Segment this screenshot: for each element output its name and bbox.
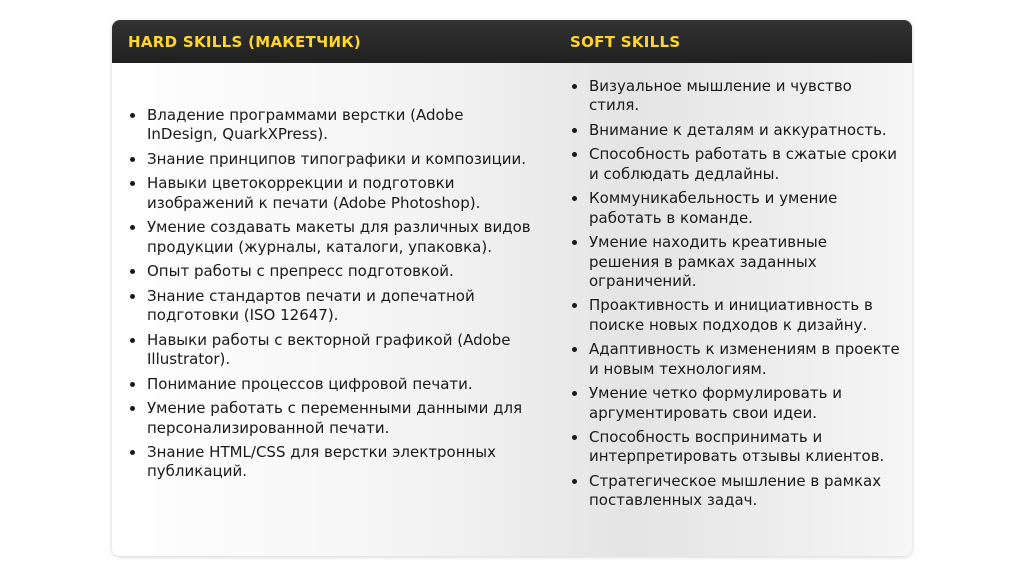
list-item: Проактивность и инициативность в поиске новых подходов к дизайну.	[570, 296, 900, 335]
list-item: Способность работать в сжатые сроки и соблюдать дедлайны.	[570, 145, 900, 184]
hard-skills-heading: HARD SKILLS (МАКЕТЧИК)	[128, 33, 362, 51]
soft-skills-list	[570, 77, 900, 516]
list-item: Навыки работы с векторной графикой (Adobe Illustrator).	[128, 331, 538, 370]
hard-skills-list	[128, 106, 538, 487]
list-item: Стратегическое мышление в рамках поставленных задач.	[570, 472, 900, 511]
list-item: Умение четко формулировать и аргументировать свои идеи.	[570, 384, 900, 423]
list-item: Знание HTML/CSS для верстки электронных публикаций.	[128, 443, 538, 482]
list-item: Понимание процессов цифровой печати.	[128, 375, 538, 394]
table-header	[112, 20, 912, 63]
soft-skills-heading: SOFT SKILLS	[570, 33, 681, 51]
skills-table	[112, 20, 912, 556]
list-item: Опыт работы с препресс подготовкой.	[128, 262, 538, 281]
list-item: Владение программами верстки (Adobe InDesign, QuarkXPress).	[128, 106, 538, 145]
list-item: Знание принципов типографики и композиции.	[128, 150, 538, 169]
list-item: Навыки цветокоррекции и подготовки изображений к печати (Adobe Photoshop).	[128, 174, 538, 213]
list-item: Умение находить креативные решения в рамках заданных ограничений.	[570, 233, 900, 291]
list-item: Коммуникабельность и умение работать в команде.	[570, 189, 900, 228]
list-item: Визуальное мышление и чувство стиля.	[570, 77, 900, 116]
list-item: Знание стандартов печати и допечатной подготовки (ISO 12647).	[128, 287, 538, 326]
list-item: Адаптивность к изменениям в проекте и новым технологиям.	[570, 340, 900, 379]
list-item: Внимание к деталям и аккуратность.	[570, 121, 900, 140]
list-item: Способность воспринимать и интерпретировать отзывы клиентов.	[570, 428, 900, 467]
list-item: Умение работать с переменными данными для персонализированной печати.	[128, 399, 538, 438]
list-item: Умение создавать макеты для различных видов продукции (журналы, каталоги, упаковка).	[128, 218, 538, 257]
